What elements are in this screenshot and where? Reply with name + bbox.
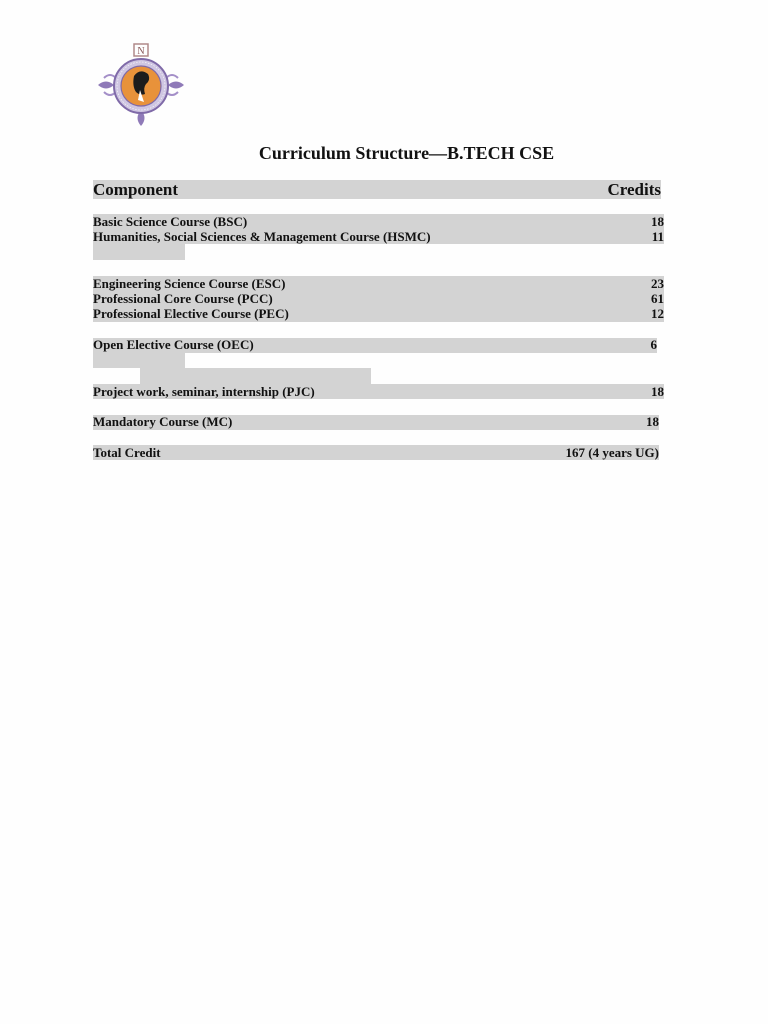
column-header-component: Component xyxy=(93,180,179,199)
table-row-credits: 23 xyxy=(651,276,664,291)
table-row-label: Humanities, Social Sciences & Management Course (HSMC) xyxy=(93,229,431,244)
table-row-label: Engineering Science Course (ESC) xyxy=(93,276,286,291)
table-row-credits: 12 xyxy=(651,306,664,321)
page-title: Curriculum Structure—B.TECH CSE xyxy=(258,143,555,163)
row-band-fragment xyxy=(93,353,185,368)
table-row-label: Professional Elective Course (PEC) xyxy=(93,306,289,321)
table-row-label: Mandatory Course (MC) xyxy=(93,414,233,429)
total-label: Total Credit xyxy=(93,445,161,460)
table-row-label: Basic Science Course (BSC) xyxy=(93,214,248,229)
table-row-label: Professional Core Course (PCC) xyxy=(93,291,273,306)
row-band-fragment xyxy=(93,244,185,260)
table-row-credits: 6 xyxy=(650,337,657,352)
table-row-credits: 11 xyxy=(651,229,664,244)
university-seal-icon xyxy=(96,42,186,128)
table-row-credits: 61 xyxy=(651,291,664,306)
table-row-credits: 18 xyxy=(646,414,659,429)
svg-text:N: N xyxy=(137,46,145,57)
table-row-credits: 18 xyxy=(651,384,664,399)
row-band-fragment xyxy=(140,368,371,384)
table-row-credits: 18 xyxy=(651,214,664,229)
table-row-label: Open Elective Course (OEC) xyxy=(93,337,254,352)
column-header-credits: Credits xyxy=(607,180,661,199)
total-credits: 167 (4 years UG) xyxy=(565,445,659,460)
table-row-label: Project work, seminar, internship (PJC) xyxy=(93,384,315,399)
